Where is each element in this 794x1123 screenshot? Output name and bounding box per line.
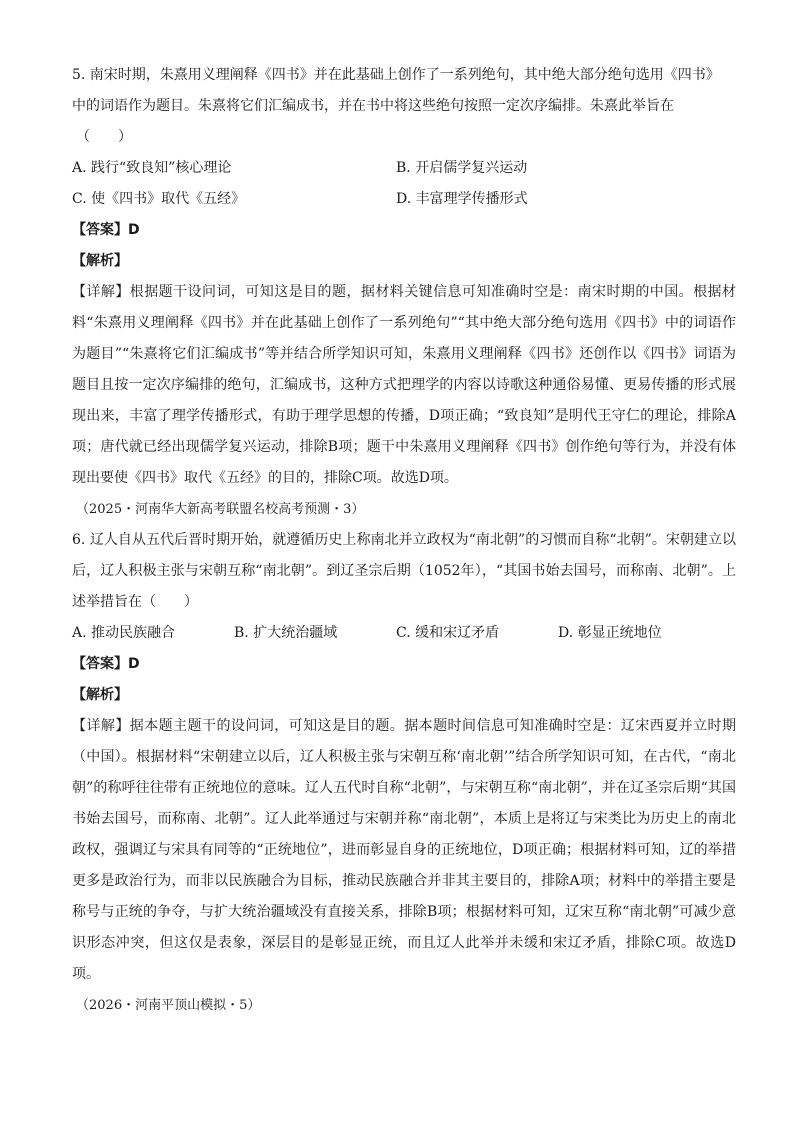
question-5-stem-line-2: 中的词语作为题目。朱熹将它们汇编成书，并在书中将这些绝句按照一定次序编排。朱熹此举旨在 — [72, 98, 674, 114]
question-6-options-row — [72, 618, 736, 649]
question-5-analysis-label: 【解析】 — [72, 253, 128, 269]
question-5-source: （2025・河南华大新高考联盟名校高考预测・3） — [76, 502, 365, 517]
question-6-analysis-label: 【解析】 — [72, 687, 128, 703]
question-5-option-a: A. 践行“致良知”核心理论 — [72, 160, 232, 176]
question-5-option-c: C. 使《四书》取代《五经》 — [72, 191, 246, 207]
question-6-detail: 【详解】据本题主题干的设问词，可知这是目的题。据本题时间信息可知准确时空是：辽宋西夏并立时期（中国）。根据材料“宋朝建立以后，辽人积极主张与宋朝互称‘南北朝’”结合所学知识可知，在古代，“南北朝”的称呼往往带有正统地位的意味。辽人五代时自称“北朝”，与宋朝互称“南北朝”，并在辽圣宗后期“其国书始去国号，而称南、北朝”。辽人此举通过与宋朝并称“南北朝”，本质上是将辽与宋类比为历史上的南北政权，强调辽与宋具有同等的“正统地位”，进而彰显自身的正统地位，D项正确；根据材料可知，辽的举措更多是政治行为，而非以民族融合为目标，推动民族融合并非其主要目的，排除A项；材料中的举措主要是称号与正统的争夺，与扩大统治疆域没有直接关系，排除B项；根据材料可知，辽宋互称“南北朝”可减少意识形态冲突，但这仅是表象，深层目的是彰显正统，而且辽人此举并未缓和宋辽矛盾，排除C项。故选D项。 — [72, 718, 736, 982]
question-5-answer: 【答案】D — [72, 222, 140, 238]
question-5 — [72, 60, 736, 525]
question-5-detail: 【详解】根据题干设问词，可知这是目的题，据材料关键信息可知准确时空是：南宋时期的中国。根据材料“朱熹用义理阐释《四书》并在此基础上创作了一系列绝句”“其中绝大部分绝句选用《四书》中的词语作为题目”“朱熹将它们汇编成书”等并结合所学知识可知，朱熹用义理阐释《四书》还创作以《四书》词语为题目且按一定次序编排的绝句，汇编成书，这种方式把理学的内容以诗歌这种通俗易懂、更易传播的形式展现出来，丰富了理学传播形式，有助于理学思想的传播，D项正确；“致良知”是明代王守仁的理论，排除A项；唐代就已经出现儒学复兴运动，排除B项；题干中朱熹用义理阐释《四书》创作绝句等行为，并没有体现出要使《四书》取代《五经》的目的，排除C项。故选D项。 — [72, 284, 736, 486]
question-6-answer: 【答案】D — [72, 656, 140, 672]
question-6-source: （2026・河南平顶山模拟・5） — [76, 998, 261, 1013]
question-5-option-b: B. 开启儒学复兴运动 — [396, 160, 528, 176]
question-5-stem-line-1: 5. 南宋时期，朱熹用义理阐释《四书》并在此基础上创作了一系列绝句，其中绝大部分绝句选用《四书》 — [72, 67, 720, 83]
question-6-stem: 6. 辽人自从五代后晋时期开始，就遵循历史上称南北并立政权为“南北朝”的习惯而自称“北朝”。宋朝建立以后，辽人积极主张与宋朝互称“南北朝”。到辽圣宗后期（1052年），“其国书始去国号，而称南、北朝”。上述举措旨在（ ） — [72, 532, 736, 610]
question-6-option-d: D. 彰显正统地位 — [558, 625, 662, 641]
question-5-answer-blank: （ ） — [76, 129, 132, 145]
question-6-option-a: A. 推动民族融合 — [72, 625, 176, 641]
question-5-options-row-1 — [72, 153, 736, 184]
document-page — [72, 60, 736, 1021]
question-5-option-d: D. 丰富理学传播形式 — [396, 191, 528, 207]
question-6-option-b: B. 扩大统治疆域 — [234, 625, 338, 641]
question-6 — [72, 525, 736, 1021]
question-6-option-c: C. 缓和宋辽矛盾 — [396, 625, 500, 641]
question-5-options-row-2 — [72, 184, 736, 215]
